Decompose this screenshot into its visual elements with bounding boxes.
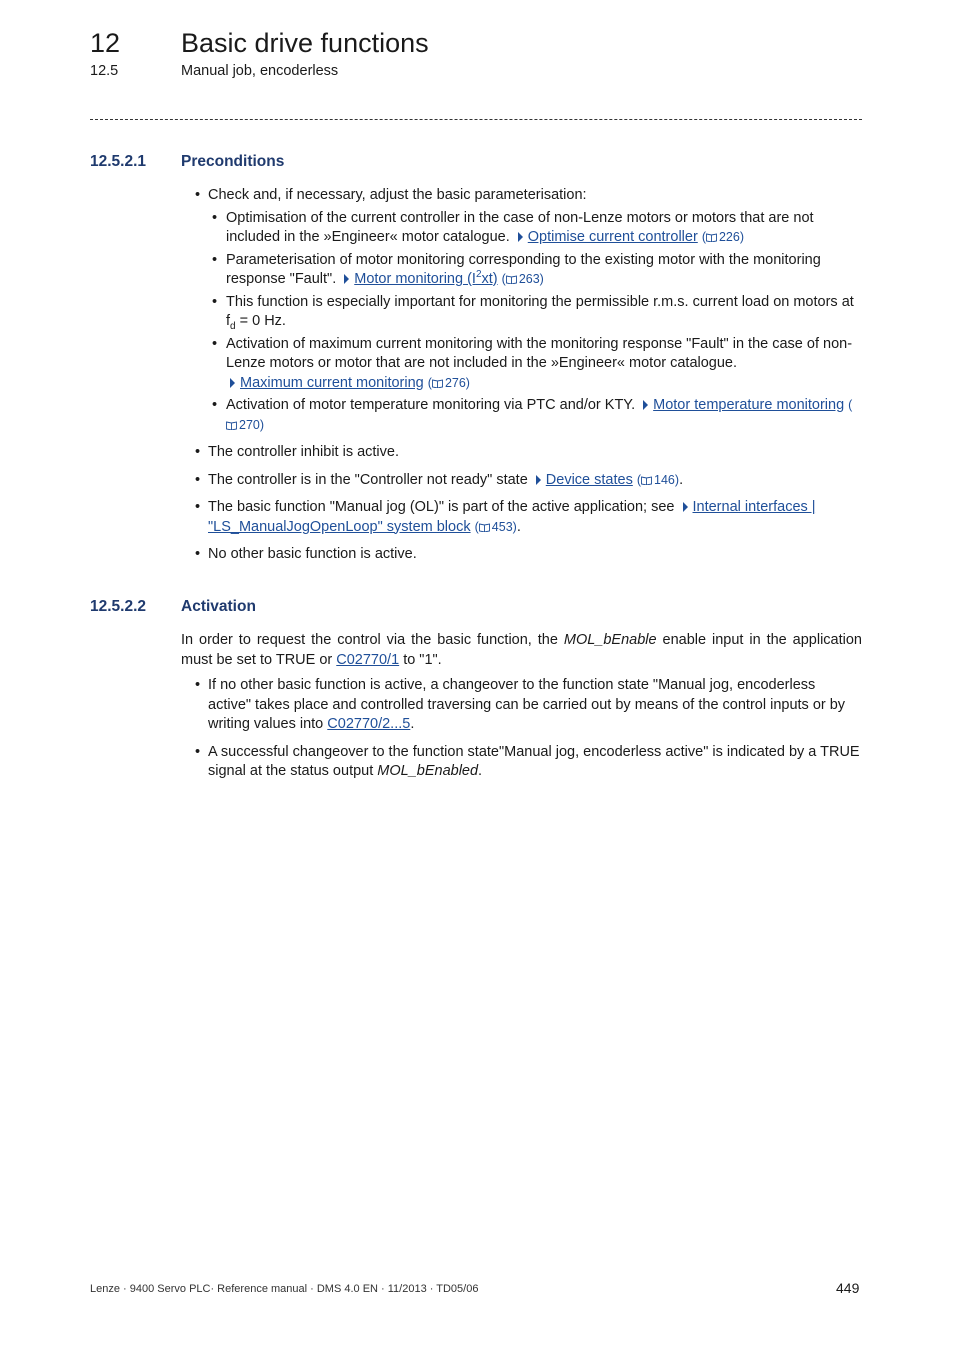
arrow-right-icon [643, 400, 648, 410]
link-optimise-current-controller[interactable]: Optimise current controller [527, 229, 698, 245]
book-icon [479, 523, 490, 532]
list-item: • The basic function "Manual jog (OL)" is part of the active application; see Internal interfaces | "LS_ManualJogOpenLoop" system block ( 453). [181, 498, 862, 537]
page-ref[interactable]: ( 226) [701, 230, 745, 244]
arrow-right-icon [536, 475, 541, 485]
link-device-states[interactable]: Device states [545, 471, 633, 488]
link-internal-interfaces[interactable]: Internal interfaces | "LS_ManualJogOpenLoop" system block [208, 499, 816, 535]
list-item: • If no other basic function is active, a changeover to the function state "Manual jog, encoderless active" takes place and controlled traversing can be carried out by means of the control inputs or by writing values into C02770/2...5. [181, 676, 862, 735]
list-item: • No other basic function is active. [181, 545, 862, 565]
arrow-right-icon [230, 378, 235, 388]
list-item: • Optimisation of the current controller in the case of non-Lenze motors or motors that are not included in the »Engineer« motor catalogue. Optimise current controller ( 226) [208, 209, 862, 248]
book-icon [706, 233, 717, 242]
arrow-right-icon [344, 274, 349, 284]
page-number: 449 [836, 1280, 860, 1296]
page-ref[interactable]: (270) [226, 398, 852, 432]
footer-text: Lenze · 9400 Servo PLC· Reference manual · DMS 4.0 EN · 11/2013 · TD05/06 [90, 1283, 479, 1295]
section-title: Manual job, encoderless [181, 63, 339, 79]
link-maximum-current-monitoring[interactable]: Maximum current monitoring [240, 374, 424, 391]
section-number: 12.5 [90, 63, 119, 79]
arrow-right-icon [683, 502, 688, 512]
link-c02770-1[interactable]: C02770/1 [336, 651, 400, 668]
preconditions-body [181, 186, 862, 573]
link-c02770-2-5[interactable]: C02770/2...5 [327, 716, 411, 732]
intro-text: Check and, if necessary, adjust the basic parameterisation: [208, 187, 587, 203]
link-motor-monitoring[interactable]: Motor monitoring $(I^2xt)$ [354, 269, 498, 287]
chapter-title: Basic drive functions [181, 28, 429, 58]
preconditions-number: 12.5.2.1 [90, 153, 147, 170]
link-motor-temperature-monitoring[interactable]: Motor temperature monitoring [653, 397, 845, 413]
page-ref[interactable]: ( 263) [501, 272, 544, 286]
arrow-right-icon [518, 232, 523, 242]
header-divider [90, 119, 862, 120]
book-icon [432, 379, 443, 388]
activation-number: 12.5.2.2 [90, 598, 147, 615]
book-icon [641, 476, 652, 485]
book-icon [506, 275, 517, 284]
page-ref[interactable]: ( 276) [427, 375, 470, 390]
list-item: • The controller is in the "Controller not ready" state Device states ( 146). [181, 471, 862, 491]
page-ref[interactable]: ( 146) [636, 472, 680, 487]
activation-paragraph: In order to request the control via the basic function, the MOL_bEnable enable input in the application must be set to TRUE or C02770/1 to "1". [181, 632, 862, 668]
list-item: • A successful changeover to the function state"Manual jog, encoderless active" is indicated by a TRUE signal at the status output MOL_bEnabled. [181, 743, 862, 782]
list-item: • Activation of motor temperature monitoring via PTC and/or KTY. Motor temperature monitoring (270) [208, 396, 862, 435]
list-item: • This function is especially important for monitoring the permissible r.m.s. current load on motors at $f_d = 0$ Hz. [208, 293, 862, 332]
activation-body [181, 631, 862, 790]
preconditions-heading: Preconditions [181, 153, 285, 170]
activation-heading: Activation [181, 598, 256, 615]
list-item: • The controller inhibit is active. [181, 443, 862, 463]
chapter-number: 12 [90, 28, 121, 58]
list-item [181, 186, 862, 435]
page-ref[interactable]: ( 453) [474, 519, 517, 534]
list-item: • Parameterisation of motor monitoring corresponding to the existing motor with the monitoring response "Fault". Motor monitoring $(I^2xt)$ ( 263) [208, 251, 862, 290]
list-item: • Activation of maximum current monitoring with the monitoring response "Fault" in the case of non-Lenze motors or motor that are not included in the »Engineer« motor catalogue. Maximum current monitoring ( 276) [208, 335, 862, 394]
book-icon [226, 421, 237, 430]
